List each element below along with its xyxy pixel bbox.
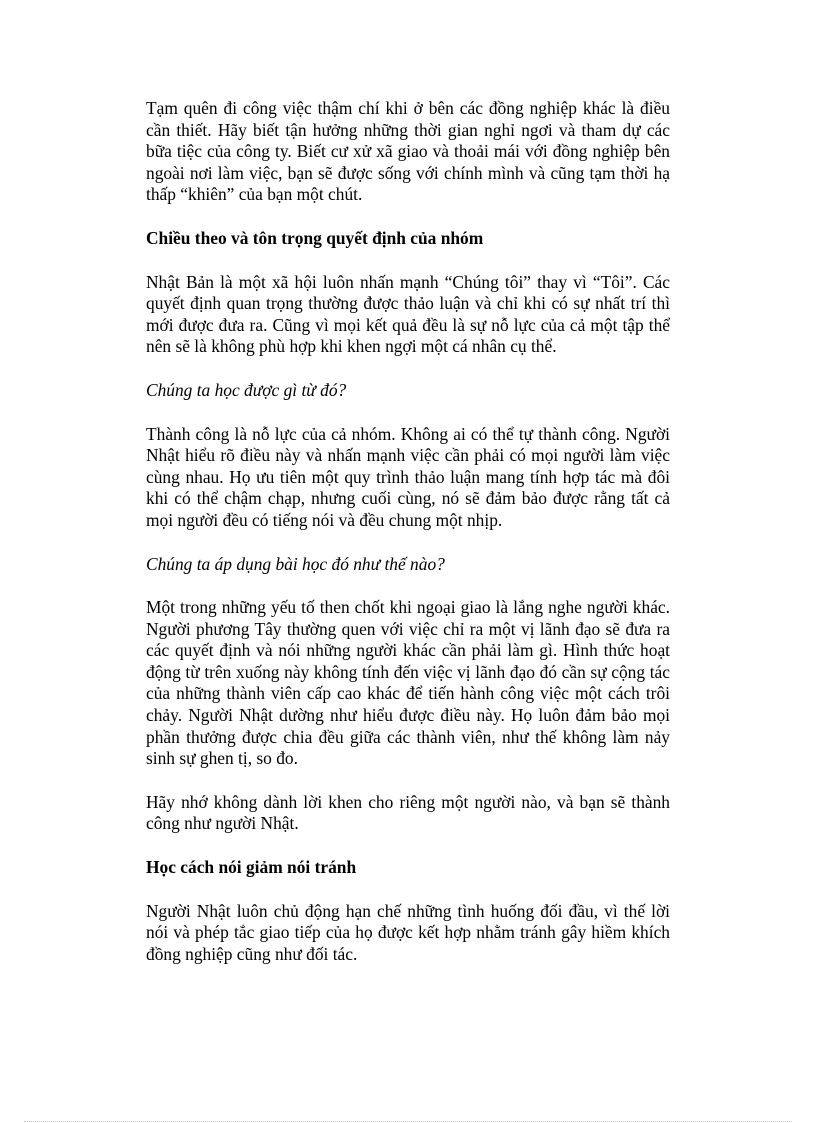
paragraph-team-success: Thành công là nỗ lực của cả nhóm. Không ai có thể tự thành công. Người Nhật hiểu rõ điều này và nhấn mạnh việc cần phải có mọi người làm việc cùng nhau. Họ ưu tiên một quy trình thảo luận mang tính hợp tác mà đôi khi có thể chậm chạp, nhưng cuối cùng, nó sẽ đảm bảo được rằng tất cả mọi người đều có tiếng nói và đều chung một nhịp. (146, 423, 670, 530)
section-heading-euphemism: Học cách nói giảm nói tránh (146, 857, 357, 878)
subheading-how-to-apply: Chúng ta áp dụng bài học đó như thế nào? (146, 553, 445, 574)
subheading-what-we-learn: Chúng ta học được gì từ đó? (146, 379, 347, 400)
paragraph-listening: Một trong những yếu tố then chốt khi ngoại giao là lắng nghe người khác. Người phương Tây thường quen với việc chỉ ra một vị lãnh đạo sẽ đưa ra các quyết định và nói những người khác cần phải làm gì. Hình thức hoạt động từ trên xuống này không tính đến việc vị lãnh đạo đó cần sự cộng tác của những thành viên cấp cao khác để tiến hành công việc một cách trôi chảy. Người Nhật dường như hiểu được điều này. Họ luôn đảm bảo mọi phần thưởng được chia đều giữa các thành viên, như thế không làm nảy sinh sự ghen tị, so đo. (146, 597, 670, 769)
paragraph-avoid-confrontation: Người Nhật luôn chủ động hạn chế những tình huống đối đầu, vì thế lời nói và phép tắc giao tiếp của họ được kết hợp nhằm tránh gây hiềm khích đồng nghiệp cũng như đối tác. (146, 900, 670, 964)
paragraph-praise: Hãy nhớ không dành lời khen cho riêng một người nào, và bạn sẽ thành công như người Nhật. (146, 791, 670, 834)
paragraph-socializing: Tạm quên đi công việc thậm chí khi ở bên các đồng nghiệp khác là điều cần thiết. Hãy biết tận hưởng những thời gian nghỉ ngơi và tham dự các bữa tiệc của công ty. Biết cư xử xã giao và thoải mái với đồng nghiệp bên ngoài nơi làm việc, bạn sẽ được sống với chính mình và cũng tạm thời hạ thấp “khiên” của bạn một chút. (146, 98, 670, 205)
page-bottom-divider (24, 1121, 792, 1122)
section-heading-group-decision: Chiều theo và tôn trọng quyết định của nhóm (146, 227, 484, 248)
document-page (146, 98, 670, 987)
paragraph-japan-we-society: Nhật Bản là một xã hội luôn nhấn mạnh “Chúng tôi” thay vì “Tôi”. Các quyết định quan trọng thường được thảo luận và chỉ khi có sự nhất trí thì mới được đưa ra. Cũng vì mọi kết quả đều là sự nỗ lực của cả một tập thể nên sẽ là không phù hợp khi khen ngợi một cá nhân cụ thể. (146, 271, 670, 357)
